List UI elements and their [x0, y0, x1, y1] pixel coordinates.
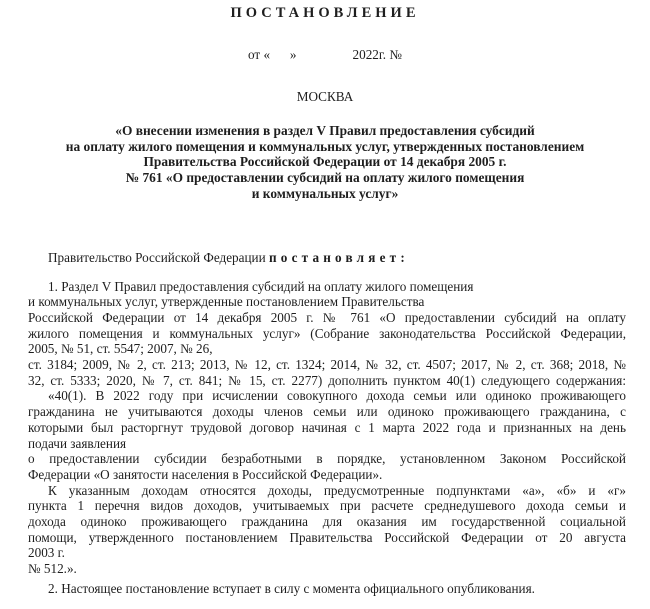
body-line: гражданина не учитываются доходы членов семьи или одиноко проживающего гражданина, с: [28, 404, 626, 420]
date-number-line: от « » 2022г. №: [248, 47, 402, 62]
body-line: «40(1). В 2022 году при исчислении совокупного дохода семьи или одиноко проживающего: [48, 388, 626, 404]
subject-heading-line: № 761 «О предоставлении субсидий на оплату жилого помещения: [125, 170, 525, 186]
body-line: жилого помещения и коммунальных услуг» (Собрание законодательства Российской Федерации,: [28, 325, 626, 341]
body-line: о предоставлении субсидии безработными в порядке, установленном Законом Российской: [28, 451, 626, 467]
body-line: № 512.».: [28, 561, 77, 577]
document-title: ПОСТАНОВЛЕНИЕ: [230, 5, 420, 21]
preamble-prefix: Правительство Российской Федерации: [48, 249, 269, 265]
body-line: ст. 3184; 2009, № 2, ст. 213; 2013, № 12, ст. 1324; 2014, № 32, ст. 4507; 2017, № 2, ст. 368; 2018, №: [28, 357, 626, 373]
body-line: 2005, № 51, ст. 5547; 2007, № 26,: [28, 341, 213, 357]
body-line: подачи заявления: [28, 435, 127, 451]
subject-heading-line: «О внесении изменения в раздел V Правил предоставления субсидий: [115, 123, 535, 138]
body-line: которыми был расторгнут трудовой договор начиная с 1 марта 2022 года и признанных на день: [28, 419, 626, 435]
preamble-verb: постановляет:: [268, 249, 409, 265]
city-line: МОСКВА: [296, 89, 354, 104]
body-line: помощи, утвержденного постановлением Правительства Российской Федерации от 20 августа: [28, 529, 626, 545]
body-line: дохода одиноко проживающего гражданина для оказания им государственной социальной: [28, 514, 626, 530]
body-line: К указанным доходам относятся доходы, предусмотренные подпунктами «а», «б» и «г»: [48, 482, 626, 498]
body-line: 32, ст. 5333; 2020, № 7, ст. 841; № 15, ст. 2277) дополнить пунктом 40(1) следующего содержания:: [28, 372, 626, 388]
body-line: 1. Раздел V Правил предоставления субсидий на оплату жилого помещения: [48, 278, 474, 294]
preamble-line: [28, 250, 626, 266]
subject-heading-line: и коммунальных услуг»: [251, 185, 399, 201]
body-line: Российской Федерации от 14 декабря 2005 г. № 761 «О предоставлении субсидий на оплату: [28, 309, 626, 325]
body-line: 2. Настоящее постановление вступает в силу с момента официального опубликования.: [48, 580, 535, 596]
subject-heading-line: Правительства Российской Федерации от 14 декабря 2005 г.: [143, 154, 507, 170]
subject-heading: [0, 123, 650, 202]
body-line: 2003 г.: [28, 545, 65, 561]
body-line: и коммунальных услуг, утвержденные постановлением Правительства: [28, 294, 425, 310]
subject-heading-line: на оплату жилого помещения и коммунальных услуг, утвержденных постановлением: [65, 138, 585, 154]
body-line: пункта 1 перечня видов доходов, учитываемых при расчете среднедушевого дохода семьи и: [28, 498, 626, 514]
body-text: [28, 279, 626, 597]
body-line: Федерации «О занятости населения в Российской Федерации».: [28, 466, 383, 482]
